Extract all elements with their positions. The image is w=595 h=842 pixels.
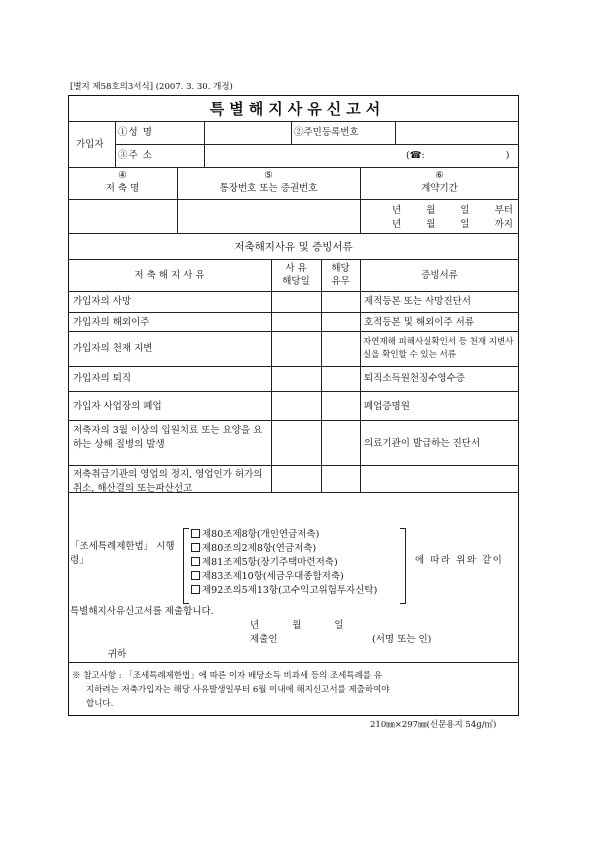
law-option-label: 제80조제8항(개인연금저축) bbox=[202, 529, 320, 540]
divider bbox=[68, 167, 519, 168]
divider bbox=[68, 366, 519, 367]
savings-name-field[interactable] bbox=[70, 201, 175, 231]
reason-text: 가입자 사업장의 폐업 bbox=[73, 401, 162, 412]
divider bbox=[68, 420, 519, 421]
divider bbox=[321, 259, 322, 492]
col-header-date-line1: 사 유 bbox=[285, 263, 307, 274]
checkbox-icon[interactable] bbox=[191, 557, 200, 566]
divider bbox=[68, 662, 519, 663]
col-header-docs: 증빙서류 bbox=[421, 270, 458, 281]
doc-text: 호적등본 및 해외이주 서류 bbox=[364, 317, 475, 328]
submission-date: 년 월 일 bbox=[250, 620, 344, 631]
recipient-label: 귀하 bbox=[108, 649, 127, 660]
note-line1: ※ 참고사항 : 「조세특례제한법」에 따른 이자 배당소득 비과세 등의 조세특례를 유 bbox=[72, 671, 382, 681]
address-label: ③주 소 bbox=[118, 150, 153, 161]
reason-text: 가입자의 퇴직 bbox=[73, 373, 132, 384]
divider bbox=[115, 144, 519, 145]
col-num-4: ④ bbox=[118, 170, 127, 181]
reason-text: 저축자의 3월 이상의 입원치료 또는 요양을 요하는 상해 질병의 발생 bbox=[73, 425, 263, 450]
divider bbox=[271, 259, 272, 492]
reason-text: 가입자의 천재 지변 bbox=[73, 343, 153, 354]
checkbox-icon[interactable] bbox=[191, 585, 200, 594]
reason-text: 저축취급기관의 영업의 정지, 영업인가 허가의 취소, 해산결의 또는파산선고 bbox=[73, 469, 263, 494]
law-option[interactable] bbox=[191, 585, 377, 596]
doc-text: 제적등본 또는 사망진단서 bbox=[364, 296, 471, 307]
divider bbox=[395, 121, 396, 144]
note-line3: 합니다. bbox=[86, 699, 114, 709]
law-option-label: 제80조의2제8항(연금저축) bbox=[202, 543, 317, 554]
law-suffix: 에 따라 위와 같이 bbox=[415, 555, 504, 566]
divider bbox=[68, 391, 519, 392]
divider bbox=[68, 199, 519, 200]
law-option[interactable] bbox=[191, 543, 316, 554]
period-from: 년 월 일 부터 bbox=[392, 205, 513, 216]
paper-spec: 210㎜×297㎜(신문용지 54g/㎡) bbox=[370, 720, 497, 730]
law-option-label: 제81조제5항(장기주택마련저축) bbox=[202, 557, 338, 568]
rrn-label: ②주민등록번호 bbox=[294, 127, 359, 138]
checkbox-icon[interactable] bbox=[191, 543, 200, 552]
law-option-label: 제83조제10항(세금우대종합저축) bbox=[202, 571, 344, 582]
rrn-field[interactable] bbox=[397, 123, 517, 142]
note-line2: 지하려는 저축가입자는 해당 사유발생일부터 6월 이내에 해지신고서를 제출하여야 bbox=[86, 685, 390, 695]
divider bbox=[68, 259, 519, 260]
submitter-label: 제출인 bbox=[250, 634, 278, 645]
law-prefix-line2: 령」 bbox=[70, 555, 89, 566]
law-prefix-line1: 「조세특례제한법」 시행 bbox=[70, 541, 175, 552]
law-option[interactable] bbox=[191, 557, 338, 568]
divider bbox=[68, 233, 519, 234]
col-header-date-line2: 해당일 bbox=[282, 276, 310, 287]
divider bbox=[68, 291, 519, 292]
form-title: 특별해지사유신고서 bbox=[209, 100, 386, 118]
col-header-reason: 저 축 해 지 사 유 bbox=[134, 270, 205, 281]
name-label: ①성 명 bbox=[118, 127, 153, 138]
law-option-label: 제92조의5제13항(고수익고위험투자신탁) bbox=[202, 585, 378, 596]
checkbox-icon[interactable] bbox=[191, 529, 200, 538]
col-num-5: ⑤ bbox=[264, 170, 273, 181]
bracket-right bbox=[400, 528, 406, 604]
doc-text: 자연재해 피해사실확인서 등 천재 지변사실을 확인할 수 있는 서류 bbox=[363, 337, 514, 360]
col-label-account-number: 통장번호 또는 증권번호 bbox=[219, 183, 318, 194]
submitter-field[interactable] bbox=[290, 631, 370, 646]
submission-statement: 특별해지사유신고서를 제출합니다. bbox=[70, 606, 214, 617]
reasons-section-title: 저축해지사유 및 증빙서류 bbox=[234, 241, 353, 253]
doc-text: 의료기관이 발급하는 진단서 bbox=[364, 438, 481, 449]
divider bbox=[68, 312, 519, 313]
col-num-6: ⑥ bbox=[435, 170, 444, 181]
reason-text: 가입자의 해외이주 bbox=[73, 317, 150, 328]
doc-text: 퇴직소득원천징수영수증 bbox=[364, 373, 465, 384]
phone-label: (☎: ) bbox=[406, 150, 510, 161]
law-option[interactable] bbox=[191, 571, 344, 582]
law-option[interactable] bbox=[191, 529, 319, 540]
account-number-field[interactable] bbox=[179, 201, 358, 231]
period-to: 년 월 일 까지 bbox=[392, 219, 513, 230]
reason-text: 가입자의 사망 bbox=[73, 296, 132, 307]
col-header-yn-line1: 해당 bbox=[331, 263, 350, 274]
name-field[interactable] bbox=[206, 123, 289, 142]
divider bbox=[291, 121, 292, 144]
reason-date-cell[interactable] bbox=[273, 293, 319, 310]
applicant-label: 가입자 bbox=[76, 139, 104, 150]
divider bbox=[68, 331, 519, 332]
col-label-savings-name: 저 축 명 bbox=[105, 183, 140, 194]
divider bbox=[68, 465, 519, 466]
divider bbox=[360, 259, 361, 492]
checkbox-icon[interactable] bbox=[191, 571, 200, 580]
bracket-left bbox=[183, 528, 189, 604]
doc-text: 폐업증명원 bbox=[364, 401, 410, 412]
divider bbox=[68, 492, 519, 493]
form-reference: [별지 제58호의3서식] (2007. 3. 30. 개정) bbox=[70, 82, 233, 92]
reason-yn-cell[interactable] bbox=[323, 293, 358, 310]
divider bbox=[204, 121, 205, 167]
divider bbox=[68, 121, 519, 122]
col-label-contract-period: 계약기간 bbox=[421, 183, 458, 194]
signature-label: (서명 또는 인) bbox=[372, 634, 432, 645]
col-header-yn-line2: 유무 bbox=[331, 276, 350, 287]
